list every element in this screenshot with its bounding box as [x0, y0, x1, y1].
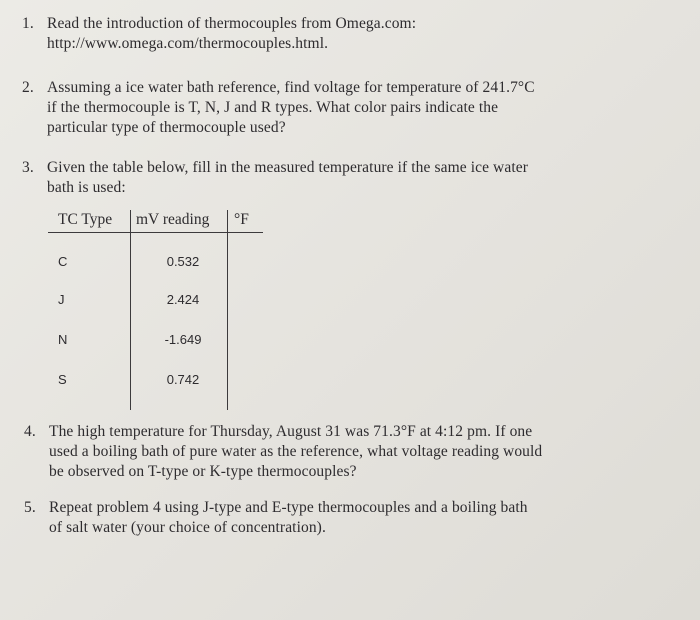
- cell-tc-type: C: [58, 254, 68, 269]
- problem-5: [24, 498, 664, 538]
- problem-4: [24, 422, 664, 482]
- header-tc-type: TC Type: [58, 211, 113, 228]
- problem-number: 2.: [22, 79, 34, 96]
- problem-3: [22, 158, 662, 198]
- problem-text: Repeat problem 4 using J-type and E-type thermocouples and a boiling bath of salt water (your choice of concentration).: [49, 499, 528, 536]
- cell-mv-reading: -1.649: [164, 332, 202, 347]
- problem-text: Read the introduction of thermocouples from Omega.com: http://www.omega.com/thermocouples.html.: [47, 15, 417, 52]
- header-degf: °F: [234, 211, 249, 228]
- problem-text: Given the table below, fill in the measured temperature if the same ice water bath is used:: [47, 159, 528, 196]
- cell-mv-reading: 2.424: [166, 292, 200, 307]
- header-mv-reading: mV reading: [136, 211, 210, 228]
- cell-tc-type: S: [58, 372, 67, 387]
- problem-1: [22, 14, 662, 54]
- problem-number: 5.: [24, 499, 36, 516]
- thermocouple-table: [48, 210, 263, 410]
- table-header: [48, 210, 263, 233]
- table-row: [48, 372, 263, 392]
- table-row: [48, 254, 263, 274]
- cell-mv-reading: 0.742: [166, 372, 200, 387]
- problem-number: 4.: [24, 423, 36, 440]
- problem-number: 3.: [22, 159, 34, 176]
- table-row: [48, 292, 263, 312]
- cell-tc-type: N: [58, 332, 68, 347]
- cell-tc-type: J: [58, 292, 65, 307]
- cell-mv-reading: 0.532: [166, 254, 200, 269]
- problem-number: 1.: [22, 15, 34, 32]
- problem-2: [22, 78, 662, 138]
- problem-text: Assuming a ice water bath reference, find voltage for temperature of 241.7°C if the thermocouple is T, N, J and R types. What color pairs indicate the particular type of thermocouple used?: [47, 79, 535, 136]
- problem-text: The high temperature for Thursday, August 31 was 71.3°F at 4:12 pm. If one used a boiling bath of pure water as the reference, what voltage reading would be observed on T-type or K-type thermocouples?: [49, 423, 543, 480]
- table-row: [48, 332, 263, 352]
